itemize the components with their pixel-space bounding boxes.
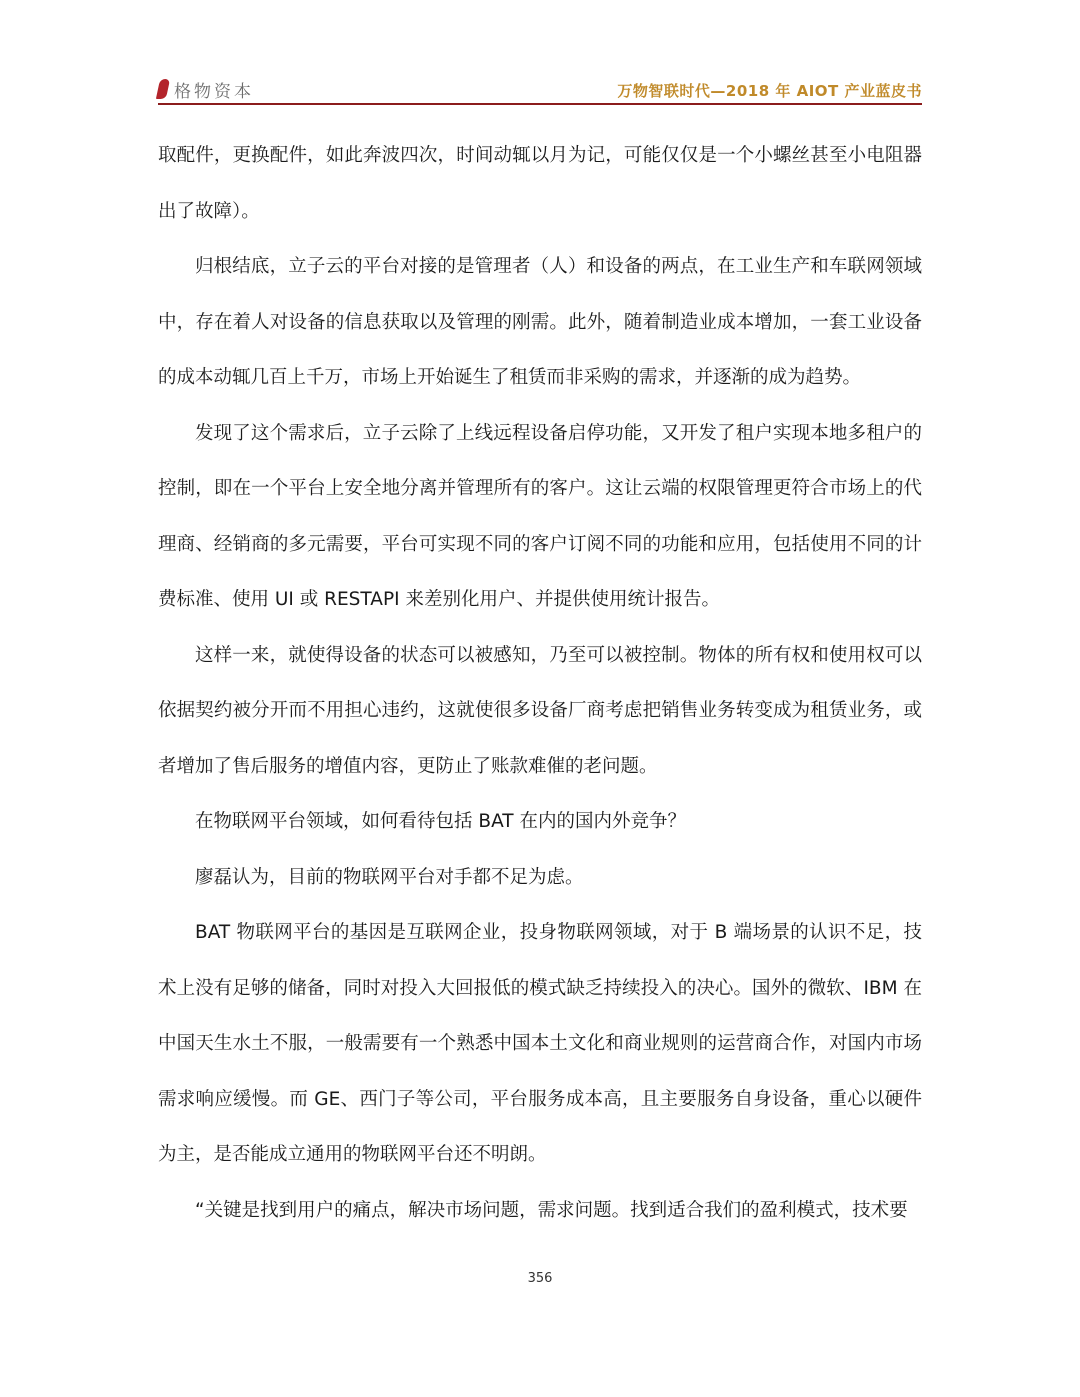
paragraph: 归根结底，立子云的平台对接的是管理者（人）和设备的两点，在工业生产和车联网领域中，存在着人对设备的信息获取以及管理的刚需。此外，随着制造业成本增加，一套工业设备的成本动辄几百上千万，市场上开始诞生了租赁而非采购的需求，并逐渐的成为趋势。	[158, 256, 922, 388]
logo-mark-icon	[156, 79, 170, 99]
page-number: 356	[527, 1271, 553, 1286]
paragraph: BAT 物联网平台的基因是互联网企业，投身物联网领域，对于 B 端场景的认识不足，技术上没有足够的储备，同时对投入大回报低的模式缺乏持续投入的决心。国外的微软、IBM 在中国天生水土不服，一般需要有一个熟悉中国本土文化和商业规则的运营商合作，对国内市场需求响应缓慢。而 GE、西门子等公司，平台服务成本高，且主要服务自身设备，重心以硬件为主，是否能成立通用的物联网平台还不明朗。	[158, 922, 922, 1165]
body-text	[158, 128, 922, 1238]
header-divider	[158, 103, 922, 105]
paragraph: 这样一来，就使得设备的状态可以被感知，乃至可以被控制。物体的所有权和使用权可以依据契约被分开而不用担心违约，这就使很多设备厂商考虑把销售业务转变成为租赁业务，或者增加了售后服务的增值内容，更防止了账款难催的老问题。	[158, 644, 922, 777]
paragraph: “关键是找到用户的痛点，解决市场问题，需求问题。找到适合我们的盈利模式，技术要	[195, 1199, 908, 1221]
paragraph: 廖磊认为，目前的物联网平台对手都不足为虑。	[195, 866, 584, 888]
paragraph: 取配件，更换配件，如此奔波四次，时间动辄以月为记，可能仅仅是一个小螺丝甚至小电阻器出了故障）。	[158, 145, 922, 222]
logo-text: 格物资本	[174, 81, 254, 102]
paragraph: 发现了这个需求后，立子云除了上线远程设备启停功能，又开发了租户实现本地多租户的控制，即在一个平台上安全地分离并管理所有的客户。这让云端的权限管理更符合市场上的代理商、经销商的多元需要，平台可实现不同的客户订阅不同的功能和应用，包括使用不同的计费标准、使用 UI 或 RESTAPI 来差别化用户、并提供使用统计报告。	[158, 422, 922, 610]
logo	[158, 76, 254, 102]
page-header	[158, 72, 922, 104]
header-title: 万物智联时代—2018 年 AIOT 产业蓝皮书	[617, 82, 922, 100]
paragraph: 在物联网平台领域，如何看待包括 BAT 在内的国内外竞争？	[195, 811, 686, 832]
